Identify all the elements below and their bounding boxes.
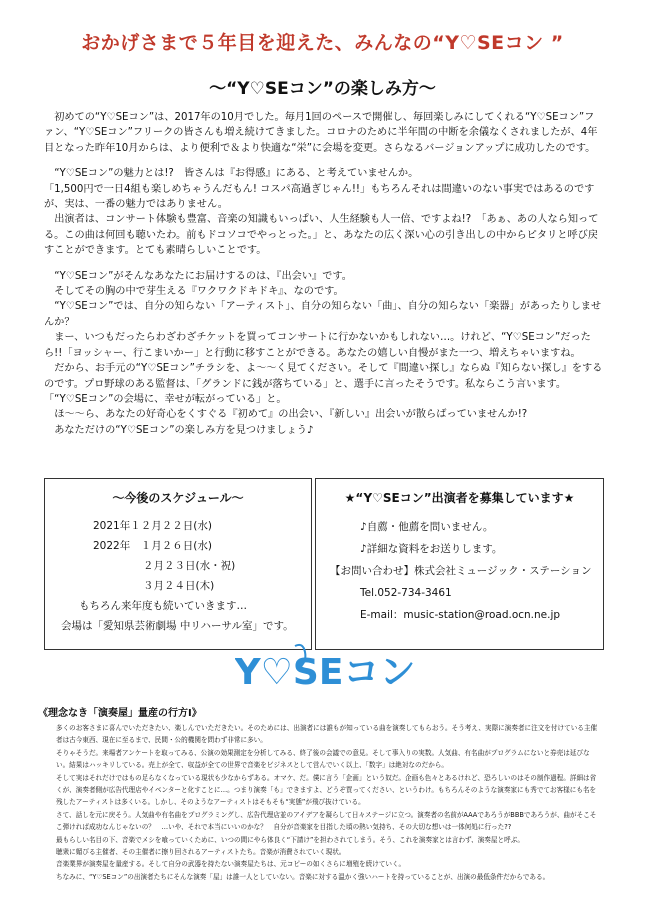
paragraph-2 [44,166,604,258]
paragraph-line: “Y♡SEコン”の魅力とは!? 皆さんは『お得感』にある、と考えていませんか。 [54,168,419,180]
essay-paragraph: そりゃそうだ。来場者アンケートを取ってみる、公演の効果測定を分析してみる、終了後の会議での意見。そして事入りの実数。人気曲、有名曲がプログラムにないと券売は延びない。結果はハッキリしている。売上が全て、収益が全ての世界で音楽をビジネスとして営んでいく以上、「数字」は絶対なのだから。 [56,748,590,770]
subheadline: 〜“Y♡SEコン”の楽しみ方〜 [209,79,436,99]
paragraph-line: あなただけの“Y♡SEコン”の楽しみ方を見つけましょう♪ [54,424,314,436]
essay-paragraph: ちなみに、“Y♡SEコン”の出演者たちにそんな演奏「屋」は誰一人としていない。音楽に対する温かく強いハートを持っていることが、出演の最低条件だからである。 [56,872,550,881]
schedule-list [61,516,311,636]
schedule-date: 2022年 １月２６日(水) [93,540,212,552]
paragraph-3 [44,269,604,438]
contact-company: 【お問い合わせ】株式会社ミュージック・ステーション [330,565,592,577]
recruit-line: ♪詳細な資料をお送りします。 [360,543,503,555]
paragraph-line: そしてその胸の中で芽生える『ワクワクドキドキ』、なのです。 [54,286,344,298]
schedule-continue-note: もちろん来年度も続いていきます… [79,600,247,612]
logo-text: Y♡SEコン [235,652,415,693]
paragraph-line: “Y♡SEコン”がそんなあなたにお届けするのは、『出会い』です。 [54,270,352,282]
paragraph-line: まー、いつもだったらわざわざチケットを買ってコンサートに行かないかもしれない…。けれど、“Y♡SEコン”だったら!!「ヨッシャー、行こまいかー」と行動に移すことができる。あなたの嬉しい自慢がまた一つ、増えちゃいますね。 [44,332,591,359]
paragraph-line: ほ〜〜ら、あなたの好奇心をくすぐる『初めて』の出会い、『新しい』出会いが散らばっていませんか!? [54,409,528,421]
headline: おかげさまで５年目を迎えた、みんなの“Y♡SEコン ” [81,32,564,54]
contact-tel: Tel.052-734-3461 [360,587,452,599]
schedule-box [44,478,312,650]
essay-paragraph: そして実はそれだけではもの足らなくなっている現状も少なからずある。オマケ、だ。僕に言う「企画」という奴だ。企画も色々とあるけれど、恐ろしいのはその制作過程。詳細は省くが、演奏者側が広告代理店やイベンターと化すことに…。つまり演奏「も」できますよ、どうぞ買ってください、というわけ。もちろんそのような演奏家にも秀でてお客様にも名を残したアーティストは多くいる。しかし、そのようなアーティストはそもそも“実態”が飛び抜けている。 [56,773,597,807]
essay-title: 《理念なき「演奏屋」量産の行方Ⅰ》 [38,708,202,719]
essay-paragraph: 聴衆に媚びる主催者、その主催者に擦り回されるアーティストたち。音楽が消費されていく現状。 [56,848,346,857]
paragraph-line: だから、お手元の“Y♡SEコン”チラシを、よ〜〜く見てください。そして『間違い探し』ならぬ『知らない探し』をするのです。プロ野球のある監督は、「グランドに銭が落ちている」と、選手に言ったそうです。私ならこう言います。「“Y♡SEコン”の会場に、幸せが転がっている」と。 [44,363,603,405]
paragraph-line: 初めての“Y♡SEコン”は、2017年の10月でした。毎月1回のペースで開催し、毎回楽しみにしてくれる“Y♡SEコン”ファン、“Y♡SEコン”フリークの皆さんも増え続けてきました。コロナのために半年間の中断を余儀なくされましたが、4年目となった昨年10月からは、より便利で＆より快適な“栄”に会場を変更。さらなるバージョンアップに成功したのです。 [44,112,598,154]
essay-paragraph: 多くのお客さまに喜んでいただきたい、楽しんでいただきたい。そのためには、出演者には誰もが知っている曲を演奏してもらおう。そう考え、実際に演奏者に注文を付けている主催者は古今東西、現在に至るまで、民間・公的機関を問わず非常に多い。 [56,724,598,745]
paragraph-line: 出演者は、コンサート体験も豊富、音楽の知識もいっぱい、人生経験も人一倍、ですよね!? 「あぁ、あの人なら知ってる。この曲は何回も聴いたわ。前もドコソコでやっとった。」と、あなたの広く深い心の引き出しの中からピタリと呼び戻すことができます。とても素晴らしいことです。 [44,214,599,257]
paragraph-line: “Y♡SEコン”では、自分の知らない「アーティスト」、自分の知らない「曲」、自分の知らない「楽器」があったりしませんか？ [44,301,602,328]
schedule-date: ３月２４日(木) [143,580,215,592]
recruit-box [315,478,604,650]
yose-con-logo [235,640,415,700]
main-article [44,110,604,448]
schedule-venue: 会場は「愛知県芸術劇場 中リハーサル室」です。 [61,620,294,632]
essay-paragraph: 音楽業界が演奏屋を量産する。そして自分の武器を持たない演奏屋たちは、元コピーの如くさらに増殖を続けていく。 [56,860,406,869]
recruit-details [330,516,603,626]
recruit-title: ★“Y♡SEコン”出演者を募集しています★ [344,491,575,505]
paragraph-line: 「1,500円で一日4組も楽しめちゃうんだもん! コスパ高過ぎじゃん!!」もちろんそれは間違いのない事実ではあるのですが、実は、一番の魅力ではありません。 [44,183,595,211]
schedule-date: 2021年１２月２２日(水) [93,520,212,532]
schedule-date: ２月２３日(水・祝) [143,560,236,572]
essay-text [56,722,601,883]
contact-email: E-mail：music-station@road.ocn.ne.jp [360,609,561,621]
paragraph-1 [44,110,604,156]
essay-paragraph: 最もらしい名目の下、音楽でメシを喰っていくために、いつの間にやら体良く“下請け”を担わされてしまう。そう、これを演奏家とは言わず、演奏屋と呼ぶ。 [56,835,524,844]
essay-paragraph: さて、話しを元に戻そう。人気曲や有名曲をプログラミングし、広告代理店並のアイデアを凝らして日々ステージに立つ。演奏者の名前がAAAであろうがBBBであろうが、曲がそこそこ弾ければ成功なんじゃないの？ …いや、それで本当にいいのかな？ 自分が音楽家を目指した頃の熱い気持ち、その大切な想いは一体何処に行った?? [56,810,597,832]
recruit-line: ♪自薦・他薦を問いません。 [360,521,494,533]
schedule-title: 〜今後のスケジュール〜 [112,491,244,505]
